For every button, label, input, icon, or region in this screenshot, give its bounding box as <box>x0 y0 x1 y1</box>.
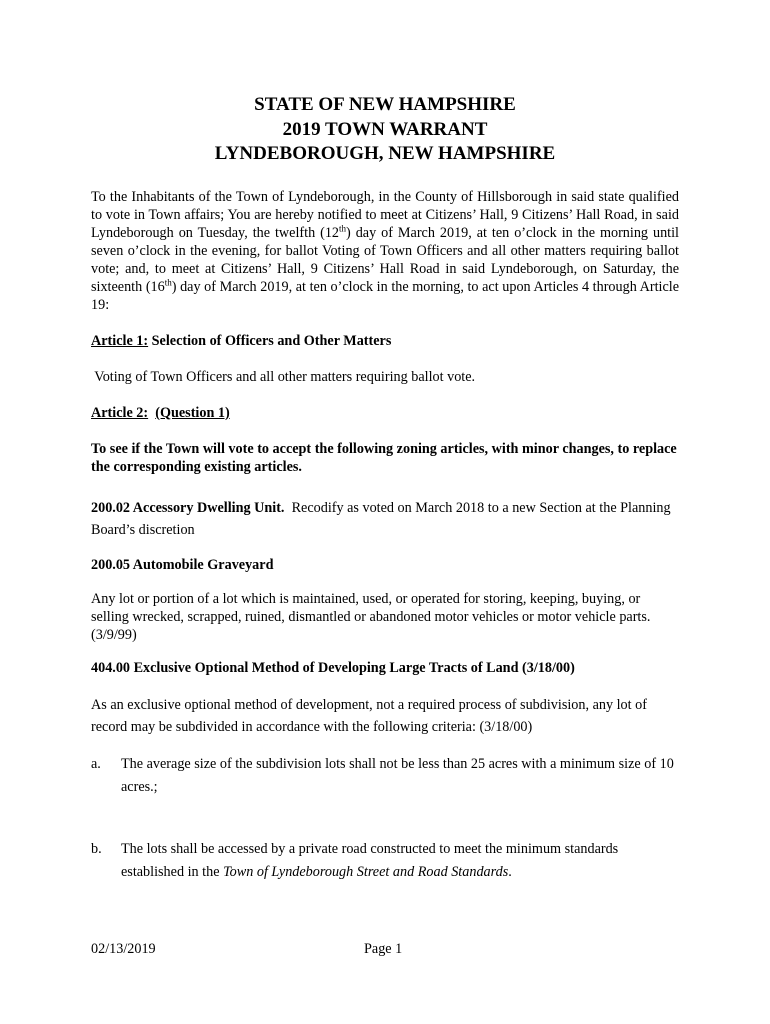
intro-text-1: To the Inhabitants of the Town of Lyndeborough, in the County of Hillsborough in said state qualified to vote in Town affairs; You are hereby notified to meet at Citizens’ Hall, 9 Citizens’ Hall Road, in said Lyndeborough on Tuesday, the twelfth (12 <box>91 189 679 241</box>
section-200-02-body: Recodify as voted on March 2018 to a new Section at the Planning Board’s discretion <box>91 500 675 538</box>
header-town: LYNDEBOROUGH, NEW HAMPSHIRE <box>214 143 556 164</box>
list-text-b <box>121 838 677 884</box>
list-text-a: The average size of the subdivision lots shall not be less than 25 acres with a minimum size of 10 acres.; <box>121 756 674 795</box>
section-404-00-body: As an exclusive optional method of development, not a required process of subdivision, any lot of record may be subdivided in accordance with the following criteria: (3/18/00) <box>91 697 647 735</box>
list-text-b-after: . <box>508 864 512 880</box>
header-warrant: 2019 TOWN WARRANT <box>282 118 488 140</box>
intro-sup-2: th <box>164 277 172 288</box>
section-200-05-title: 200.05 Automobile Graveyard <box>91 557 274 573</box>
section-404-00-title: 404.00 Exclusive Optional Method of Developing Large Tracts of Land (3/18/00) <box>91 660 575 676</box>
intro-text-2: ) day of March 2019, at ten o’clock in the morning until seven o’clock in the evening, for ballot Voting of Town Officers and all other matters requiring ballot vote; and, to meet at Citizens’ Hall, 9 Citizens’ Hall Road in said Lyndeborough, on Saturday, the sixteenth (16 <box>91 225 679 295</box>
article-1-body: Voting of Town Officers and all other matters requiring ballot vote. <box>91 369 476 385</box>
article-2-question: (Question 1) <box>155 405 230 421</box>
intro-text-3: ) day of March 2019, at ten o’clock in the morning, to act upon Articles 4 through Article 19: <box>91 279 679 313</box>
article-2-heading <box>91 404 679 422</box>
article-1-title: Selection of Officers and Other Matters <box>148 333 392 349</box>
article-2-body: To see if the Town will vote to accept the following zoning articles, with minor changes, to replace the corresponding existing articles. <box>91 441 677 475</box>
article-1-label: Article 1: <box>91 333 149 349</box>
section-200-05-body: Any lot or portion of a lot which is maintained, used, or operated for storing, keeping, buying, or selling wrecked, scrapped, ruined, dismantled or abandoned motor vehicles or motor vehicle parts. (3/9/99) <box>91 591 651 643</box>
list-marker-a: a. <box>91 756 101 772</box>
document-header <box>0 93 770 167</box>
section-200-02-title: 200.02 Accessory Dwelling Unit. <box>91 500 285 516</box>
header-state: STATE OF NEW HAMPSHIRE <box>254 94 516 115</box>
intro-paragraph <box>91 188 679 314</box>
list-text-b-before: The lots shall be accessed by a private road constructed to meet the minimum standards established in the <box>121 841 619 880</box>
footer-date: 02/13/2019 <box>91 941 156 957</box>
footer-page-number: Page 1 <box>364 941 403 957</box>
article-1-heading <box>91 332 679 350</box>
intro-sup-1: th <box>339 223 347 234</box>
list-text-b-italic: Town of Lyndeborough Street and Road Standards <box>223 864 509 880</box>
section-200-02 <box>91 497 679 541</box>
list-marker-b: b. <box>91 841 102 857</box>
article-2-label: Article 2: <box>91 405 149 421</box>
